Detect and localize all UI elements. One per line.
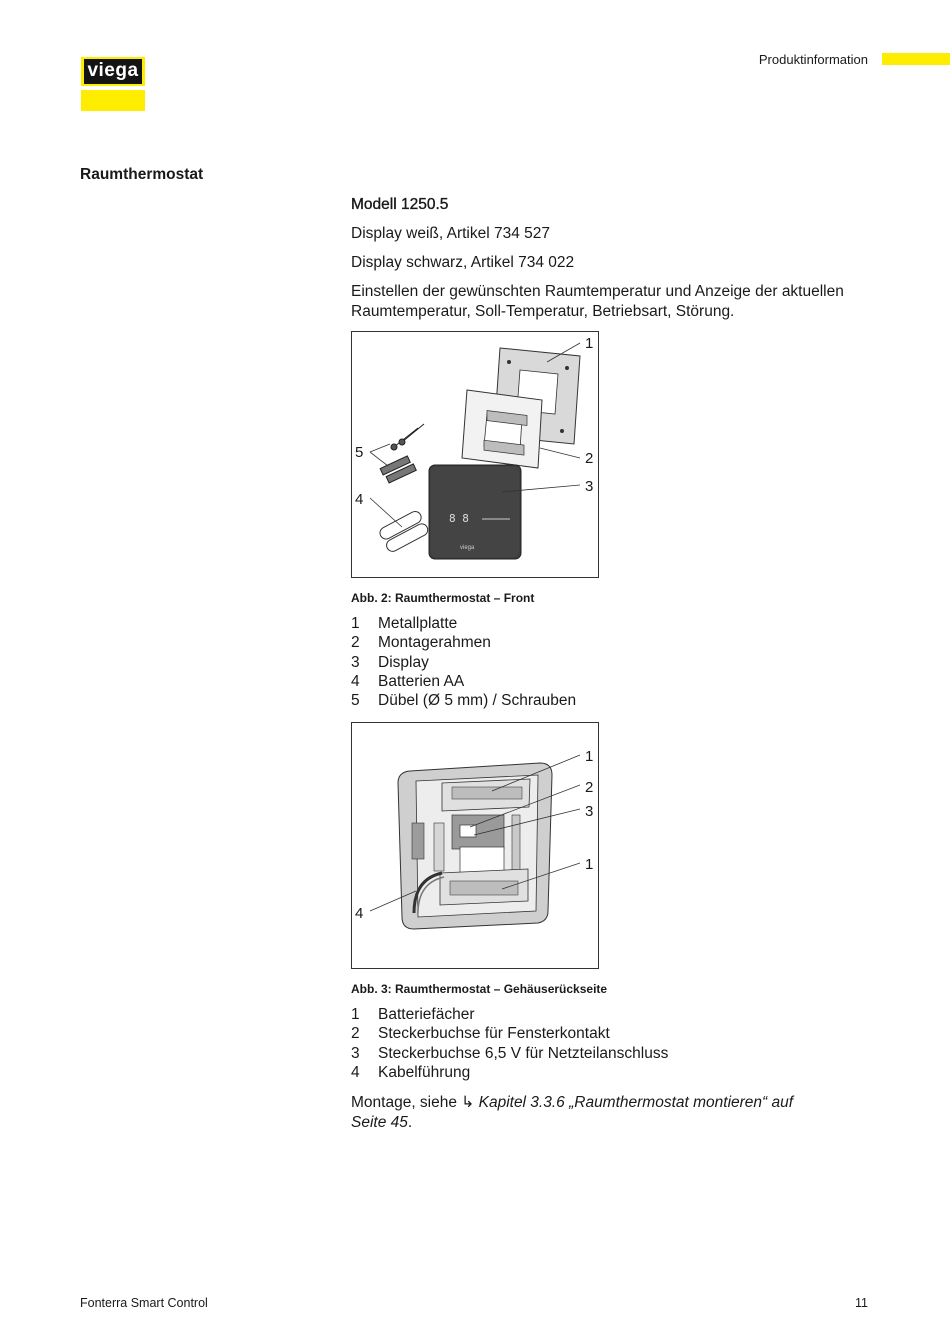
thermostat-front-illustration <box>352 332 598 577</box>
display-white-line: Display weiß, Artikel 734 527 <box>351 225 551 242</box>
footer-title: Fonterra Smart Control <box>80 1296 208 1310</box>
legend-item: 1 Metallplatte <box>351 615 458 632</box>
chapter-link[interactable]: ↳ Kapitel 3.3.6 „Raumthermostat montieren“ auf Seite 45 <box>351 1094 794 1131</box>
viega-logo <box>81 57 145 111</box>
model-description: Einstellen der gewünschten Raumtemperatur und Anzeige der aktuellen Raumtemperatur, Soll-Temperatur, Betriebsart, Störung. <box>351 283 844 320</box>
legend-item: 1 Batteriefächer <box>351 1006 475 1023</box>
display-black-line: Display schwarz, Artikel 734 022 <box>351 254 575 271</box>
callout-4: 4 <box>355 905 364 922</box>
legend-item: 3 Display <box>351 653 429 671</box>
callout-2: 2 <box>585 450 594 467</box>
page-number: 11 <box>855 1296 868 1310</box>
figure2-caption: Abb. 3: Raumthermostat – Gehäuserückseite <box>351 982 608 996</box>
legend-item: 2 Steckerbuchse für Fensterkontakt <box>351 1025 610 1043</box>
legend-item: 4 Batterien AA <box>351 672 465 690</box>
logo-text: viega <box>87 60 139 81</box>
callout-3: 3 <box>585 803 594 820</box>
montage-reference: Montage, siehe ↳ Kapitel 3.3.6 „Raumthermostat montieren“ auf Seite 45. <box>351 1094 794 1131</box>
callout-5: 5 <box>355 444 364 461</box>
figure2-legend <box>351 1005 851 1082</box>
thermostat-back-illustration <box>352 723 598 968</box>
legend-item: 2 Montagerahmen <box>351 634 491 652</box>
callout-1: 1 <box>585 335 594 352</box>
figure-thermostat-back <box>351 722 599 969</box>
callout-4: 4 <box>355 491 364 508</box>
model-title: Modell 1250.5 <box>351 196 449 213</box>
callout-1-bottom: 1 <box>585 856 594 873</box>
svg-text:8 8: 8 8 <box>449 512 469 525</box>
legend-item: 3 Steckerbuchse 6,5 V für Netzteilanschluss <box>351 1044 669 1062</box>
callout-1-top: 1 <box>585 748 594 765</box>
figure1-legend <box>351 614 851 710</box>
callout-3: 3 <box>585 478 594 495</box>
callout-2: 2 <box>585 779 594 796</box>
legend-item: 5 Dübel (Ø 5 mm) / Schrauben <box>351 692 577 710</box>
arrow-reference-icon: ↳ <box>461 1094 475 1111</box>
section-heading: Raumthermostat <box>80 166 204 183</box>
figure-thermostat-front <box>351 331 599 578</box>
device-brand-label: viega <box>460 545 475 551</box>
figure1-caption: Abb. 2: Raumthermostat – Front <box>351 591 535 605</box>
header-label: Produktinformation <box>758 52 868 67</box>
legend-item: 4 Kabelführung <box>351 1063 471 1081</box>
header-accent-bar <box>882 53 950 65</box>
